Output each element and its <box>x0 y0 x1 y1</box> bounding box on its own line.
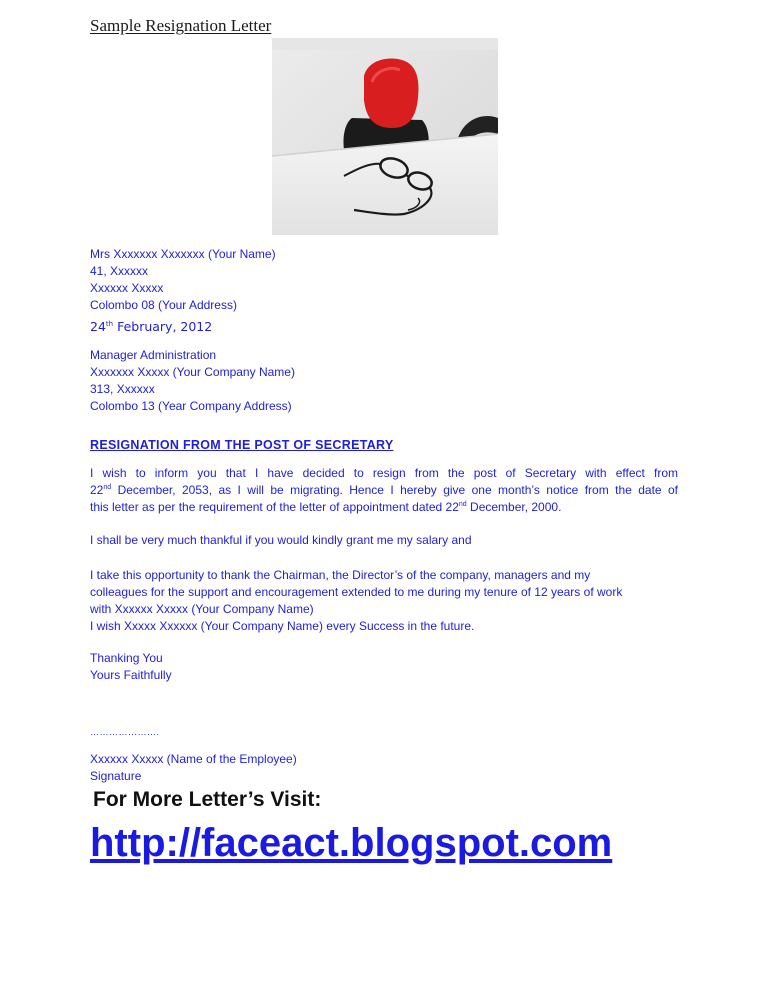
closing-thanks: Thanking You <box>90 651 163 665</box>
employee-name: Xxxxxx Xxxxx (Name of the Employee) <box>90 752 297 766</box>
signature-line: …………………. <box>90 727 160 737</box>
recipient-company: Xxxxxxx Xxxxx (Your Company Name) <box>90 365 295 379</box>
body-p3-line3: with Xxxxxx Xxxxx (Your Company Name) <box>90 602 314 616</box>
sender-address-line1: 41, Xxxxxx <box>90 264 149 278</box>
letter-subject: RESIGNATION FROM THE POST OF SECRETARY <box>90 438 394 452</box>
body-paragraph-4: I wish Xxxxx Xxxxxx (Your Company Name) every Success in the future. <box>90 619 475 633</box>
body-p1-line3 <box>90 499 678 516</box>
body-paragraph-1 <box>90 465 678 516</box>
date-suffix: th <box>105 319 114 328</box>
body-p1-num: 22 <box>90 483 104 497</box>
chair-glasses-photo <box>272 38 498 235</box>
body-p3-line1: I take this opportunity to thank the Chairman, the Director’s of the company, managers and my <box>90 568 591 582</box>
recipient-address-line1: 313, Xxxxxx <box>90 382 155 396</box>
body-paragraph-3 <box>90 567 678 635</box>
recipient-address-line2: Colombo 13 (Year Company Address) <box>90 399 292 413</box>
body-p1-line1: I wish to inform you that I have decided to resign from the post of Secretary with effect from <box>90 466 678 480</box>
recipient-title: Manager Administration <box>90 348 217 362</box>
letter-date <box>90 319 212 334</box>
body-p1-sup: nd <box>103 484 112 491</box>
sender-address-line2: Xxxxxx Xxxxx <box>90 281 164 295</box>
body-p1-line2 <box>90 482 678 499</box>
date-rest: February, 2012 <box>113 319 213 334</box>
closing-yours: Yours Faithfully <box>90 668 172 682</box>
body-p3-line2: colleagues for the support and encouragement extended to me during my tenure of 12 years of work <box>90 585 623 599</box>
body-p1-text3: December, 2000. <box>466 500 562 514</box>
body-paragraph-2: I shall be very much thankful if you would kindly grant me my salary and <box>90 533 472 547</box>
body-p1-sup2: nd <box>458 501 467 508</box>
blog-link[interactable]: http://faceact.blogspot.com <box>90 821 613 865</box>
body-p1-text: December, 2053, as I will be migrating. Hence I hereby give one month’s notice from the date of <box>111 483 678 497</box>
body-p1-text2: this letter as per the requirement of the letter of appointment dated 22 <box>90 500 459 514</box>
sender-name: Mrs Xxxxxxx Xxxxxxx (Your Name) <box>90 247 276 261</box>
visit-heading: For More Letter’s Visit: <box>93 788 322 811</box>
document-title: Sample Resignation Letter <box>90 16 272 35</box>
signature-label: Signature <box>90 769 142 783</box>
sender-address-line3: Colombo 08 (Your Address) <box>90 298 237 312</box>
date-day: 24 <box>90 319 106 334</box>
